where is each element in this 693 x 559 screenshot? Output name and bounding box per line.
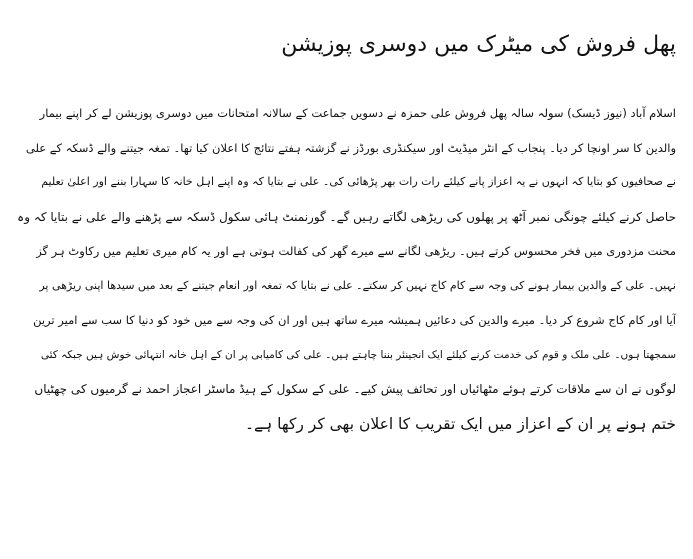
article-headline: پھل فروش کی میٹرک میں دوسری پوزیشن [281,32,676,57]
body-line: حاصل کرنے کیلئے چونگی نمبر آٹھ پر پھلوں کی ریڑھی لگاتے رہیں گے۔ گورنمنٹ ہائی سکول ڈسکہ سے پڑھنے والے علی نے بتایا کہ وہ [17,209,676,224]
article-body [16,96,676,441]
body-line: لوگوں نے ان سے ملاقات کرتے ہوئے مٹھائیاں اور تحائف پیش کیے۔ علی کے سکول کے ہیڈ ماسٹر اعجاز احمد نے گرمیوں کی چھٹیاں [34,382,676,396]
body-line: اسلام آباد (نیوز ڈیسک) سولہ سالہ پھل فروش علی حمزہ نے دسویں جماعت کے سالانہ امتحانات میں دوسری پوزیشن لے کر اپنے بیمار [39,106,676,120]
body-line: آیا اور کام کاج شروع کر دیا۔ میرے والدین کی دعائیں ہمیشہ میرے ساتھ ہیں اور ان کی وجہ سے میں خود کو دنیا کا سب سے امیر ترین [33,313,676,327]
body-line: نے صحافیوں کو بتایا کہ انہوں نے یہ اعزاز پانے کیلئے رات رات بھر پڑھائی کی۔ علی نے بتایا کہ وہ اپنے اہل خانہ کا سہارا بننے اور اعلیٰ تعلیم [41,175,676,188]
body-line: محنت مزدوری میں فخر محسوس کرتے ہیں۔ ریڑھی لگانے سے میرے گھر کی کفالت ہوتی ہے اور یہ کام میری تعلیم میں رکاوٹ ہر گز [36,244,676,258]
body-line: نہیں۔ علی کے والدین بیمار ہونے کی وجہ سے کام کاج نہیں کر سکتے۔ علی نے بتایا کہ تمغہ اور انعام جیتنے کے بعد میں سیدھا اپنی ریڑھی پر [39,278,676,292]
body-line: والدین کا سر اونچا کر دیا۔ پنجاب کے انٹر میڈیٹ اور سیکنڈری بورڈز نے گزشتہ ہفتے نتائج کا اعلان کیا تھا۔ تمغہ جیتنے والے ڈسکہ کے علی [25,140,676,155]
body-line: سمجھتا ہوں۔ علی ملک و قوم کی خدمت کرنے کیلئے ایک انجینئر بننا چاہتے ہیں۔ علی کی کامیابی پر ان کے اہل خانہ انتہائی خوش ہیں جبکہ کئی [40,348,676,361]
body-line: ختم ہونے پر ان کے اعزاز میں ایک تقریب کا اعلان بھی کر رکھا ہے۔ [244,414,676,433]
